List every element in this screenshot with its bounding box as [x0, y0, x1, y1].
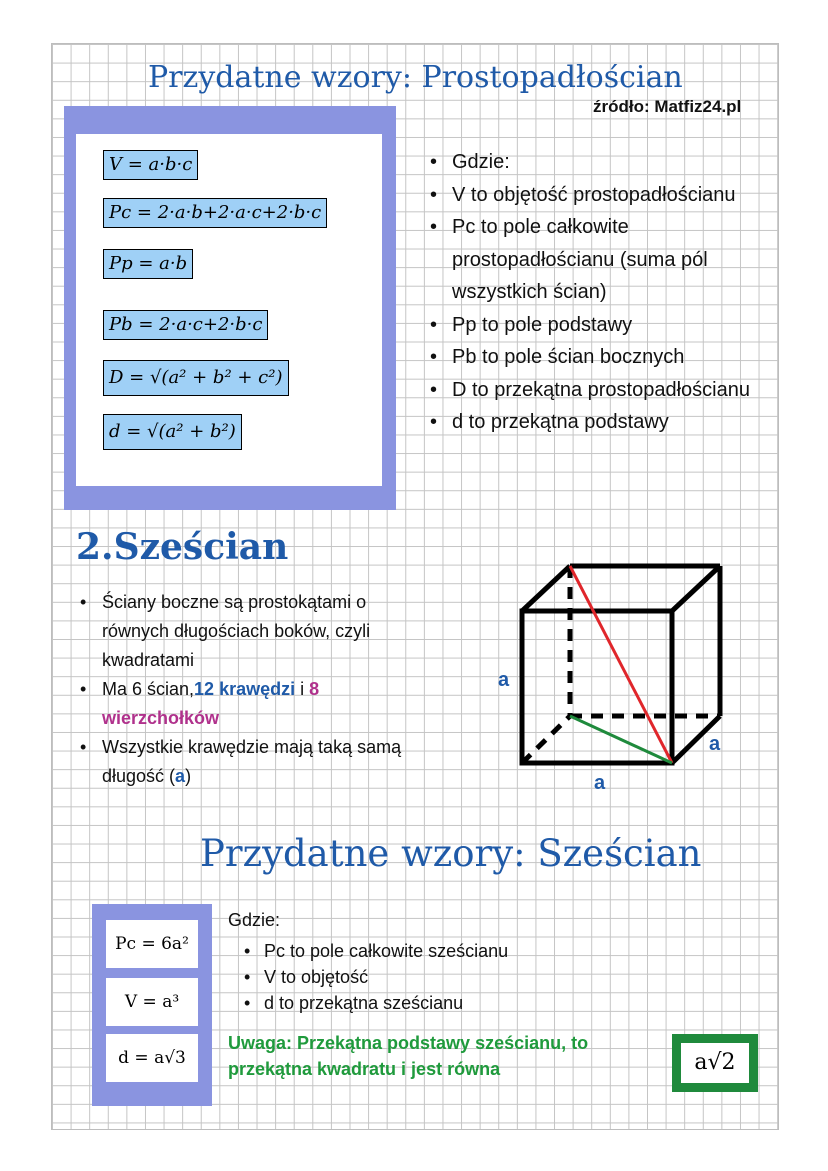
list-item: • Ściany boczne są prostokątami o równych długościach boków, czyli kwadratami: [78, 588, 423, 675]
edge-label-left: a: [498, 669, 510, 691]
edge-label-bottom: a: [594, 772, 606, 794]
list-item: • d to przekątna sześcianu: [244, 990, 508, 1016]
base-diagonal-note: Uwaga: Przekątna podstawy sześcianu, to przekątna kwadratu i jest równa: [228, 1033, 589, 1079]
space-diagonal-line: [570, 566, 672, 763]
cube-legend-list: [244, 938, 508, 1016]
list-item: • D to przekątna prostopadłościanu: [430, 374, 760, 407]
list-item: • Wszystkie krawędzie mają taką samą długość (a): [78, 733, 423, 791]
cube-diagram: [490, 555, 740, 805]
vertices-count: 8 wierzchołków: [102, 679, 320, 728]
formula-total-area: Pc = 2·a·b+2·a·c+2·b·c: [103, 198, 327, 228]
list-item: • Gdzie:: [430, 146, 760, 179]
cube-properties-list: [78, 588, 423, 791]
edges-count: 12 krawędzi: [194, 679, 296, 699]
formula-base-area: Pp = a·b: [103, 249, 193, 279]
cuboid-formulas-frame: [64, 106, 396, 510]
list-item: • V to objętość prostopadłościanu: [430, 179, 760, 212]
list-item: • Pc to pole całkowite prostopadłościanu (suma pól wszystkich ścian): [430, 211, 760, 309]
note-value: a√2: [681, 1043, 749, 1083]
cube-hidden-edge: [522, 716, 570, 763]
list-item: • Ma 6 ścian,12 krawędzi i 8 wierzchołków: [78, 675, 423, 733]
cube-heading: 2.Sześcian: [76, 526, 289, 568]
formula-space-diagonal: D = √(a² + b² + c²): [103, 360, 289, 396]
formula-volume: V = a·b·c: [103, 150, 198, 180]
cube-legend-intro: Gdzie:: [228, 910, 281, 930]
list-item: • V to objętość: [244, 964, 508, 990]
base-diagonal-line: [570, 716, 672, 763]
cube-edge: [522, 566, 570, 611]
formula-cube-total-area: Pc = 6a²: [106, 920, 198, 968]
cube-edge: [672, 566, 720, 611]
source-credit: źródło: Matfiz24.pl: [593, 97, 742, 116]
list-item: • Pc to pole całkowite sześcianu: [244, 938, 508, 964]
formula-cube-volume: V = a³: [106, 978, 198, 1026]
edge-label-right: a: [709, 733, 721, 755]
formula-base-diagonal: d = √(a² + b²): [103, 414, 242, 450]
cuboid-formulas-title: Przydatne wzory: Prostopadłościan: [148, 60, 683, 95]
note-value-box: [672, 1034, 758, 1092]
formula-lateral-area: Pb = 2·a·c+2·b·c: [103, 310, 268, 340]
formula-cube-diagonal: d = a√3: [106, 1034, 198, 1082]
cuboid-legend-list: [430, 146, 760, 439]
cuboid-formulas-panel: [76, 134, 382, 486]
list-item: • Pp to pole podstawy: [430, 309, 760, 342]
cube-formulas-title: Przydatne wzory: Sześcian: [200, 832, 702, 875]
list-item: • Pb to pole ścian bocznych: [430, 341, 760, 374]
list-item: • d to przekątna podstawy: [430, 406, 760, 439]
edge-variable: a: [175, 766, 186, 786]
cube-formulas-frame: [92, 904, 212, 1106]
